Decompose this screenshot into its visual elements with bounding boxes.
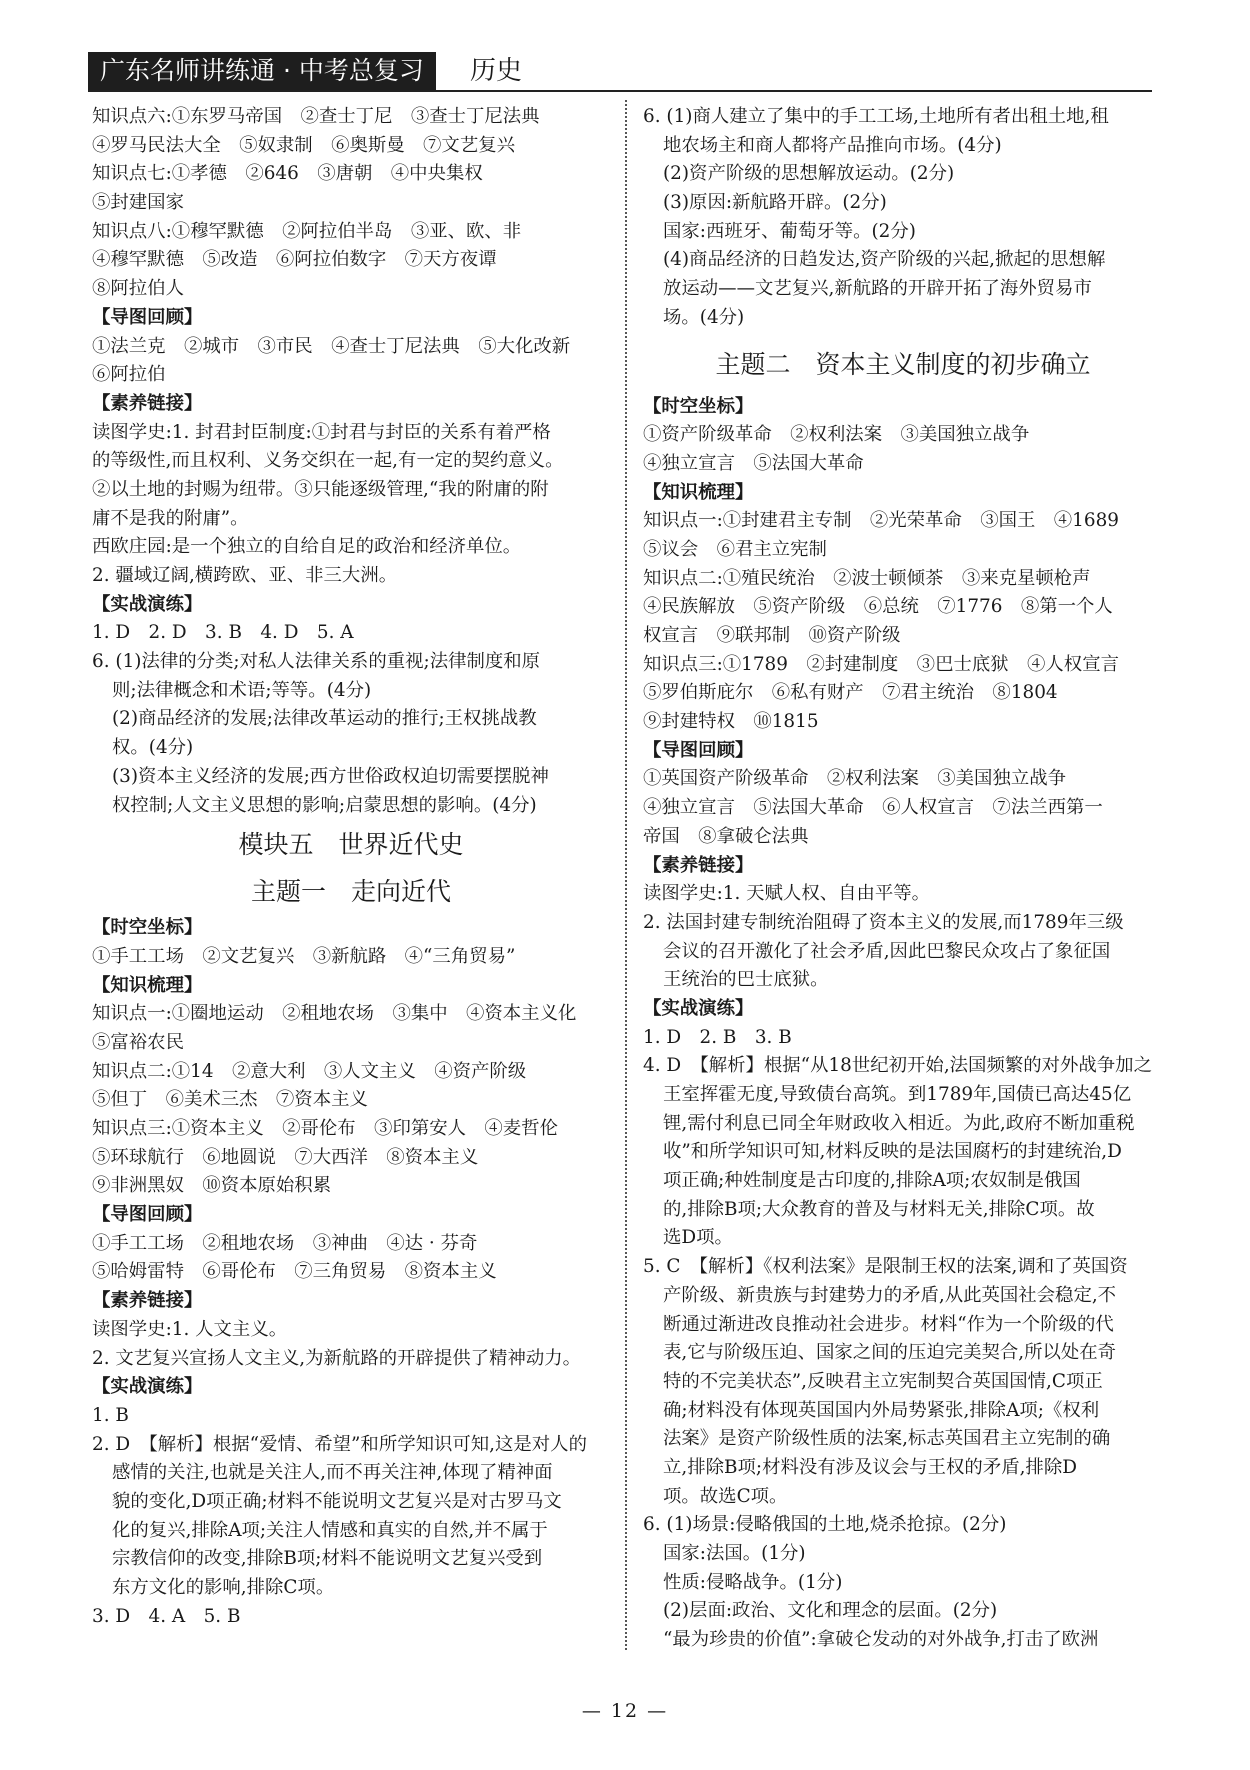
text-line: 2. D 【解析】根据“爱情、希望”和所学知识可知,这是对人的	[92, 1433, 587, 1455]
text-line: 1. D 2. D 3. B 4. D 5. A	[92, 622, 354, 644]
text-line: ①手工工场 ②租地农场 ③神曲 ④达 · 芬奇	[92, 1232, 478, 1254]
text-line: ⑤封建国家	[92, 192, 184, 214]
text-line: 性质:侵略战争。(1分)	[663, 1571, 843, 1593]
text-line: 国家:西班牙、葡萄牙等。(2分)	[663, 220, 916, 242]
text-line: 宗教信仰的改变,排除B项;材料不能说明文艺复兴受到	[112, 1548, 543, 1570]
text-line: ⑥阿拉伯	[92, 364, 166, 386]
text-line: 则;法律概念和术语;等等。(4分)	[112, 679, 372, 701]
text-line: ④罗马民法大全 ⑤奴隶制 ⑥奥斯曼 ⑦文艺复兴	[92, 134, 515, 156]
text-line: ④穆罕默德 ⑤改造 ⑥阿拉伯数字 ⑦天方夜谭	[92, 249, 497, 271]
text-line: 国家:法国。(1分)	[663, 1543, 806, 1564]
section-heading: 【知识梳理】	[92, 974, 203, 996]
text-line: 立,排除B项;材料没有涉及议会与王权的矛盾,排除D	[663, 1456, 1077, 1478]
page-header	[88, 52, 1152, 94]
left-column	[92, 103, 610, 1631]
text-line: 2. 文艺复兴宣扬人文主义,为新航路的开辟提供了精神动力。	[92, 1347, 582, 1369]
section-heading: 【时空坐标】	[643, 395, 754, 417]
text-line: 1. D 2. B 3. B	[643, 1026, 792, 1048]
section-heading: 【导图回顾】	[92, 306, 203, 328]
text-line: (4)商品经济的日趋发达,资产阶级的兴起,掀起的思想解	[663, 249, 1106, 271]
section-heading: 【实战演练】	[92, 1376, 203, 1398]
section-heading: 【时空坐标】	[92, 917, 203, 939]
text-line: ④独立宣言 ⑤法国大革命 ⑥人权宣言 ⑦法兰西第一	[643, 797, 1103, 819]
module-title: 模块五 世界近代史	[238, 830, 464, 860]
right-column	[643, 103, 1163, 1655]
section-heading: 【导图回顾】	[92, 1204, 203, 1226]
section-heading: 【知识梳理】	[643, 481, 754, 503]
text-line: 权控制;人文主义思想的影响;启蒙思想的影响。(4分)	[112, 794, 537, 816]
section-heading: 【素养链接】	[643, 854, 754, 876]
text-line: 读图学史:1. 人文主义。	[92, 1318, 288, 1340]
section-heading: 【导图回顾】	[643, 739, 754, 761]
text-line: 感情的关注,也就是关注人,而不再关注神,体现了精神面	[112, 1462, 553, 1484]
text-line: 法案》是资产阶级性质的法案,标志英国君主立宪制的确	[663, 1428, 1111, 1450]
text-line: 会议的召开激化了社会矛盾,因此巴黎民众攻占了象征国	[663, 940, 1111, 962]
text-line: (2)层面:政治、文化和理念的层面。(2分)	[663, 1600, 998, 1622]
book-title: 广东名师讲练通 · 中考总复习	[88, 52, 436, 90]
text-line: 6. (1)法律的分类;对私人法律关系的重视;法律制度和原	[92, 651, 541, 673]
header-rule	[88, 90, 1152, 92]
topic-title: 主题一 走向近代	[250, 877, 451, 907]
text-line: ①资产阶级革命 ②权利法案 ③美国独立战争	[643, 424, 1030, 446]
text-line: 5. C 【解析】《权利法案》是限制王权的法案,调和了英国资	[643, 1256, 1128, 1278]
text-line: 确;材料没有体现英国国内外局势紧张,排除A项;《权利	[663, 1399, 1100, 1421]
text-line: 2. 法国封建专制统治阻碍了资本主义的发展,而1789年三级	[643, 911, 1124, 933]
text-line: 帝国 ⑧拿破仑法典	[643, 825, 809, 847]
text-line: 东方文化的影响,排除C项。	[112, 1577, 335, 1598]
text-line: 2. 疆域辽阔,横跨欧、亚、非三大洲。	[92, 565, 398, 586]
page-number: — 12 —	[581, 1700, 669, 1722]
text-line: ⑤富裕农民	[92, 1031, 184, 1053]
text-line: 知识点三:①1789 ②封建制度 ③巴士底狱 ④人权宣言	[643, 653, 1119, 675]
text-line: ④独立宣言 ⑤法国大革命	[643, 452, 864, 474]
text-line: 读图学史:1. 天赋人权、自由平等。	[643, 883, 931, 905]
text-line: (3)原因:新航路开辟。(2分)	[663, 192, 887, 214]
text-line: ⑤议会 ⑥君主立宪制	[643, 538, 827, 560]
text-line: 项正确;种姓制度是古印度的,排除A项;农奴制是俄国	[663, 1170, 1081, 1192]
text-line: ①法兰克 ②城市 ③市民 ④查士丁尼法典 ⑤大化改新	[92, 335, 571, 357]
text-line: ⑤罗伯斯庇尔 ⑥私有财产 ⑦君主统治 ⑧1804	[643, 682, 1058, 704]
text-line: 锂,需付利息已同全年财政收入相近。为此,政府不断加重税	[663, 1112, 1135, 1134]
section-heading: 【素养链接】	[92, 1290, 203, 1312]
subject-label: 历史	[470, 56, 523, 86]
text-line: 1. B	[92, 1404, 129, 1426]
text-line: (2)资产阶级的思想解放运动。(2分)	[663, 163, 955, 185]
text-line: ④民族解放 ⑤资产阶级 ⑥总统 ⑦1776 ⑧第一个人	[643, 596, 1113, 618]
text-line: 特的不完美状态”,反映君主立宪制契合英国国情,C项正	[663, 1370, 1103, 1392]
text-line: 知识点一:①封建君主专制 ②光荣革命 ③国王 ④1689	[643, 510, 1119, 532]
text-line: ②以土地的封赐为纽带。③只能逐级管理,“我的附庸的附	[92, 478, 549, 500]
text-line: 知识点二:①殖民统治 ②波士顿倾茶 ③来克星顿枪声	[643, 567, 1091, 589]
text-line: 3. D 4. A 5. B	[92, 1605, 241, 1627]
text-line: 权宣言 ⑨联邦制 ⑩资产阶级	[643, 625, 901, 646]
text-line: 6. (1)商人建立了集中的手工工场,土地所有者出租土地,租	[643, 106, 1109, 127]
text-line: 庸不是我的附庸”。	[92, 507, 249, 529]
text-line: “最为珍贵的价值”:拿破仑发动的对外战争,打击了欧洲	[663, 1629, 1099, 1651]
text-line: 知识点八:①穆罕默德 ②阿拉伯半岛 ③亚、欧、非	[92, 220, 522, 242]
text-line: ⑨封建特权 ⑩1815	[643, 711, 819, 733]
text-line: ⑧阿拉伯人	[92, 278, 184, 300]
text-line: 产阶级、新贵族与封建势力的矛盾,从此英国社会稳定,不	[663, 1284, 1117, 1306]
text-line: 王室挥霍无度,导致债台高筑。到1789年,国债已高达45亿	[663, 1084, 1132, 1105]
text-line: 收”和所学知识可知,材料反映的是法国腐朽的封建统治,D	[663, 1141, 1122, 1163]
text-line: ①手工工场 ②文艺复兴 ③新航路 ④“三角贸易”	[92, 945, 516, 967]
text-line: ⑨非洲黑奴 ⑩资本原始积累	[92, 1175, 332, 1197]
text-line: 读图学史:1. 封君封臣制度:①封君与封臣的关系有着严格	[92, 421, 551, 443]
text-line: ⑤但丁 ⑥美术三杰 ⑦资本主义	[92, 1089, 368, 1111]
text-line: 放运动——文艺复兴,新航路的开辟开拓了海外贸易市	[663, 278, 1092, 300]
text-line: 4. D 【解析】根据“从18世纪初开始,法国频繁的对外战争加之	[643, 1055, 1152, 1077]
text-line: 地农场主和商人都将产品推向市场。(4分)	[663, 134, 1002, 156]
text-line: 知识点一:①圈地运动 ②租地农场 ③集中 ④资本主义化	[92, 1003, 577, 1025]
section-heading: 【实战演练】	[643, 997, 754, 1019]
text-line: 权。(4分)	[112, 737, 194, 759]
text-line: (2)商品经济的发展;法律改革运动的推行;王权挑战教	[112, 708, 537, 730]
text-line: ⑤哈姆雷特 ⑥哥伦布 ⑦三角贸易 ⑧资本主义	[92, 1261, 497, 1283]
text-line: ⑤环球航行 ⑥地圆说 ⑦大西洋 ⑧资本主义	[92, 1146, 479, 1168]
text-line: 6. (1)场景:侵略俄国的土地,烧杀抢掠。(2分)	[643, 1514, 1007, 1536]
text-line: 知识点三:①资本主义 ②哥伦布 ③印第安人 ④麦哲伦	[92, 1118, 558, 1139]
topic-title: 主题二 资本主义制度的初步确立	[715, 349, 1091, 379]
text-line: 貌的变化,D项正确;材料不能说明文艺复兴是对古罗马文	[112, 1490, 562, 1512]
text-line: 场。(4分)	[663, 306, 745, 328]
section-heading: 【素养链接】	[92, 392, 203, 414]
text-line: (3)资本主义经济的发展;西方世俗政权迫切需要摆脱神	[112, 765, 549, 787]
text-line: 王统治的巴士底狱。	[663, 969, 829, 991]
text-line: 知识点二:①14 ②意大利 ③人文主义 ④资产阶级	[92, 1060, 527, 1082]
text-line: 的,排除B项;大众教育的普及与材料无关,排除C项。故	[663, 1198, 1095, 1220]
text-line: 知识点六:①东罗马帝国 ②查士丁尼 ③查士丁尼法典	[92, 106, 540, 127]
section-heading: 【实战演练】	[92, 593, 203, 615]
text-line: 化的复兴,排除A项;关注人情感和真实的自然,并不属于	[112, 1519, 548, 1541]
text-line: 断通过渐进改良推动社会进步。材料“作为一个阶级的代	[663, 1313, 1114, 1335]
text-line: 知识点七:①孝德 ②646 ③唐朝 ④中央集权	[92, 163, 483, 185]
column-divider	[625, 100, 627, 1650]
text-line: 项。故选C项。	[663, 1485, 788, 1507]
text-line: ①英国资产阶级革命 ②权利法案 ③美国独立战争	[643, 768, 1066, 790]
text-line: 表,它与阶级压迫、国家之间的压迫完美契合,所以处在奇	[663, 1342, 1117, 1364]
text-line: 选D项。	[663, 1227, 733, 1249]
text-line: 西欧庄园:是一个独立的自给自足的政治和经济单位。	[92, 536, 522, 558]
text-line: 的等级性,而且权利、义务交织在一起,有一定的契约意义。	[92, 450, 564, 472]
